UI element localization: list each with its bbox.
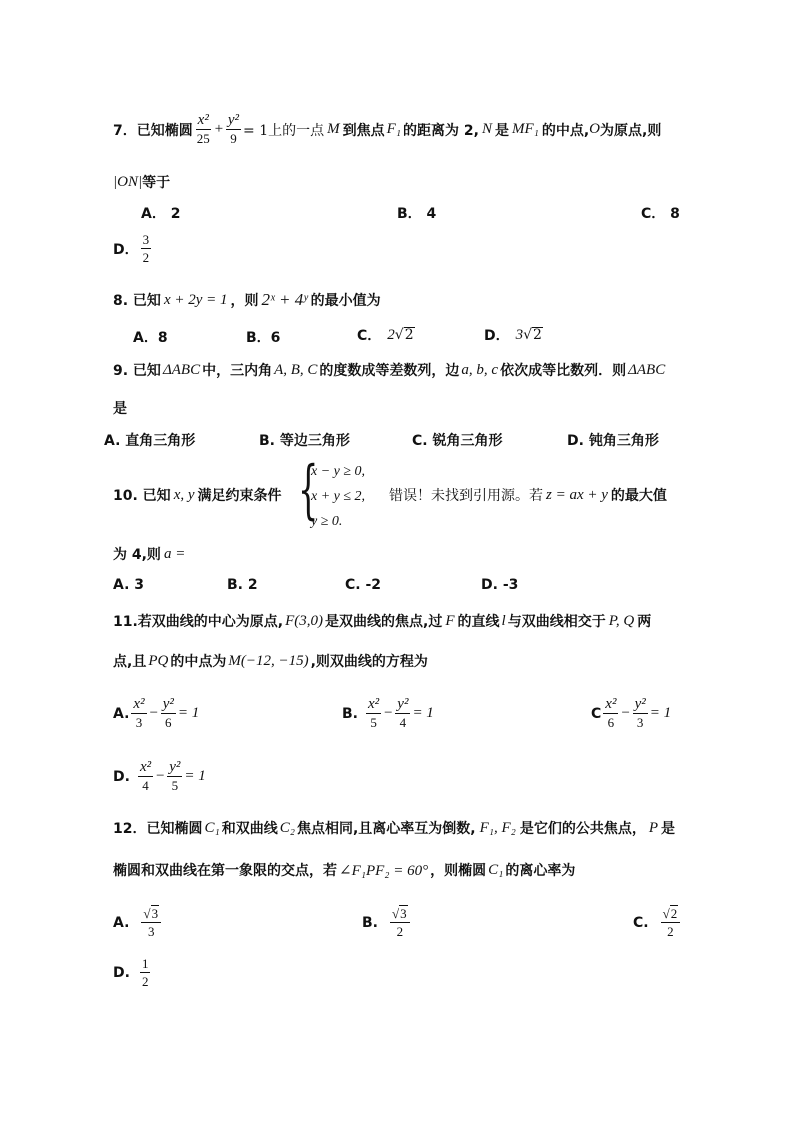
q7-option-d: D． $\frac{3}{2}$ [113,232,150,265]
q10-option-d: D. -3 [481,577,519,593]
q8-option-d: D． 3 √ 2 [484,326,542,344]
q7-stem: 7．已知椭圆 $\frac{\text{x²}}{25}$ + $\frac{\text{y²}}{9}$ = 1上的一点 M 到焦点 F₁ 的距离为 2, N 是 MF₁ 的中点, O 为原点,则 [113,112,662,146]
q8-stem: 8. 已知 x + 2y = 1 ，则 2ˣ + 4ʸ 的最小值为 [113,290,381,309]
constraint-3: y ≥ 0. [311,514,343,529]
q9-option-a: A. 直角三角形 [104,433,196,449]
q11-stem-line2: 点,且 PQ 的中点为 M(−12, −15) ,则双曲线的方程为 [113,652,428,670]
q10-option-b: B. 2 [227,577,258,593]
q9-stem-line2: 是 [113,401,127,417]
q12-stem: 12．已知椭圆 C₁ 和双曲线 C₂ 焦点相同,且离心率互为倒数, F₁, F₂ 是它们的公共焦点， P 是 [113,819,676,837]
q7-stem-line2: |ON| 等于 [113,173,171,191]
q9-stem: 9. 已知 ΔABC 中，三内角 A, B, C 的度数成等差数列，边 a, b, c 依次成等比数列．则 ΔABC [113,361,666,379]
constraint-2: x + y ≤ 2, [311,489,366,504]
q12-stem-line2: 椭圆和双曲线在第一象限的交点，若 ∠F₁PF₂ = 60° ，则椭圆 C₁ 的离心率为 [113,861,576,879]
q8-option-b: B．6 [246,330,281,346]
constraint-1: x − y ≥ 0, [311,464,366,479]
q9-option-d: D. 钝角三角形 [567,433,659,449]
ellipse-x-fraction: $\frac{\text{x²}}{25}$ [196,112,210,146]
q12-option-a: A. √ 3 3 [113,905,163,940]
q7-option-b: B． 4 [397,206,437,222]
q10-option-a: A. 3 [113,577,145,593]
q9-option-b: B. 等边三角形 [259,433,350,449]
q10-stem-line2: 为 4,则 a = [113,545,186,563]
q11-option-b: B. $\frac{\text{x²}}{5}$ − $\frac{\text{y²}}{4}$ = 1 [342,696,434,730]
ellipse-y-fraction: $\frac{\text{y²}}{9}$ [227,112,240,146]
q8-option-a: A．8 [133,330,168,346]
q12-option-c: C. √ 2 2 [633,905,682,940]
q10-stem: 10. 已知 x, y 满足约束条件 [113,486,282,504]
q7-option-c: C． 8 [641,206,680,222]
q9-option-c: C. 锐角三角形 [412,433,503,449]
q10-option-c: C. -2 [345,577,382,593]
q11-option-c: C $\frac{\text{x²}}{6}$ − $\frac{\text{y²}}{3}$ = 1 [591,696,672,730]
constraint-brace: { [298,453,319,527]
q11-option-d: D. $\frac{\text{x²}}{4}$ − $\frac{\text{y²}}{5}$ = 1 [113,759,206,793]
q11-option-a: A. $\frac{\text{x²}}{3}$ − $\frac{\text{y²}}{6}$ = 1 [113,696,200,730]
q12-option-b: B. √ 3 2 [362,905,412,940]
constraint-system [311,459,365,534]
q11-stem: 11.若双曲线的中心为原点, F(3,0) 是双曲线的焦点,过 F 的直线 l 与双曲线相交于 P, Q 两 [113,612,652,630]
q7-option-a: A． 2 [141,206,181,222]
q12-option-d: D. $\frac{1}{2}$ [113,956,149,989]
q10-stem-right: 错误！未找到引用源。若 z = ax + y 的最大值 [389,486,667,504]
q8-option-c: C． 2 √ 2 [357,326,414,344]
